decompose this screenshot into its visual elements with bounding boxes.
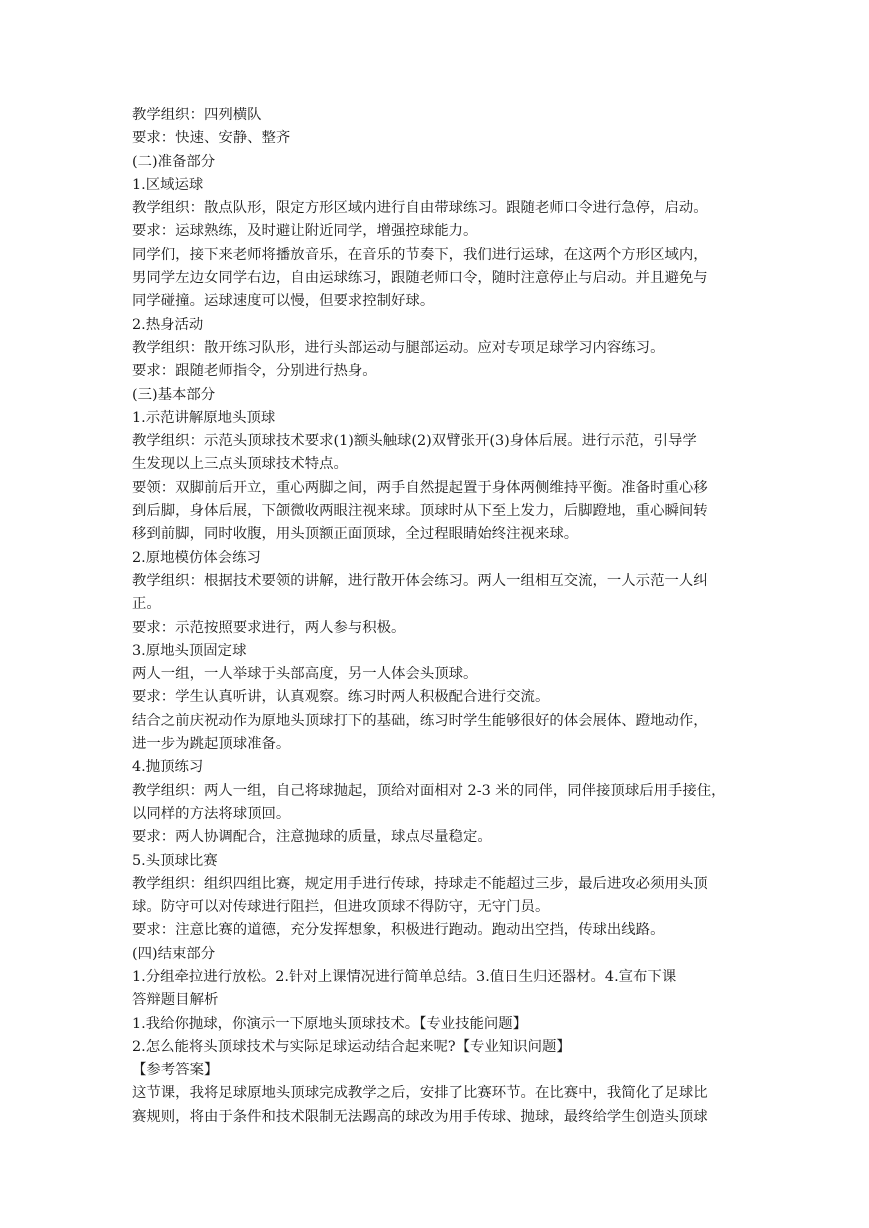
text-line: 两人一组，一人举球于头部高度，另一人体会头顶球。 xyxy=(132,666,478,683)
text-line: 要求：运球熟练，及时避让附近同学，增强控球能力。 xyxy=(132,223,478,240)
text-line: 同学们，接下来老师将播放音乐，在音乐的节奏下，我们进行运球，在这两个方形区域内， xyxy=(132,246,708,263)
subsection-heading: 4.抛顶练习 xyxy=(132,759,204,776)
section-heading: 答辩题目解析 xyxy=(132,992,219,1009)
text-line: 要求：学生认真听讲，认真观察。练习时两人积极配合进行交流。 xyxy=(132,689,550,706)
subsection-heading: 2.原地模仿体会练习 xyxy=(132,549,261,566)
text-line: 教学组织：组织四组比赛，规定用手进行传球，持球走不能超过三步，最后进攻必须用头顶 xyxy=(132,875,708,892)
text-line: 要求：快速、安静、整齐 xyxy=(132,130,291,147)
text-line: 1.分组牵拉进行放松。2.针对上课情况进行简单总结。3.值日生归还器材。4.宣布下课 xyxy=(132,968,677,985)
text-line: 同学碰撞。运球速度可以慢，但要求控制好球。 xyxy=(132,293,435,310)
subsection-heading: 3.原地头顶固定球 xyxy=(132,642,247,659)
text-line: 以同样的方法将球顶回。 xyxy=(132,805,291,822)
section-heading: (二)准备部分 xyxy=(132,153,216,170)
question-line: 1.我给你抛球，你演示一下原地头顶球技术。【专业技能问题】 xyxy=(132,1015,528,1032)
text-line: 赛规则，将由于条件和技术限制无法踢高的球改为用手传球、抛球，最终给学生创造头顶球 xyxy=(132,1108,708,1125)
text-line: 教学组织：散点队形，限定方形区域内进行自由带球练习。跟随老师口令进行急停，启动。 xyxy=(132,200,708,217)
text-line: 教学组织：根据技术要领的讲解，进行散开体会练习。两人一组相互交流，一人示范一人纠 xyxy=(132,572,708,589)
text-line: 要求：注意比赛的道德，充分发挥想象，积极进行跑动。跑动出空挡，传球出线路。 xyxy=(132,922,665,939)
section-heading: (三)基本部分 xyxy=(132,386,216,403)
text-line: 要求：跟随老师指令，分别进行热身。 xyxy=(132,363,377,380)
text-line: 教学组织：散开练习队形，进行头部运动与腿部运动。应对专项足球学习内容练习。 xyxy=(132,339,665,356)
text-line: 到后脚，身体后展，下颌微收两眼注视来球。顶球时从下至上发力，后脚蹬地，重心瞬间转 xyxy=(132,503,708,520)
subsection-heading: 1.示范讲解原地头顶球 xyxy=(132,409,276,426)
subsection-heading: 2.热身活动 xyxy=(132,316,204,333)
text-line: 这节课，我将足球原地头顶球完成教学之后，安排了比赛环节。在比赛中，我简化了足球比 xyxy=(132,1085,708,1102)
answer-heading: 【参考答案】 xyxy=(132,1062,219,1079)
text-line: 要求：两人协调配合，注意抛球的质量，球点尽量稳定。 xyxy=(132,829,492,846)
subsection-heading: 1.区域运球 xyxy=(132,176,204,193)
text-line: 男同学左边女同学右边，自由运球练习，跟随老师口令，随时注意停止与启动。并且避免与 xyxy=(132,270,708,287)
section-heading: (四)结束部分 xyxy=(132,945,216,962)
text-line: 进一步为跳起顶球准备。 xyxy=(132,736,291,753)
text-line: 生发现以上三点头顶球技术特点。 xyxy=(132,456,348,473)
text-line: 正。 xyxy=(132,596,161,613)
question-line: 2.怎么能将头顶球技术与实际足球运动结合起来呢?【专业知识问题】 xyxy=(132,1038,571,1055)
subsection-heading: 5.头顶球比赛 xyxy=(132,852,218,869)
text-line: 要求：示范按照要求进行，两人参与积极。 xyxy=(132,619,406,636)
text-line: 要领：双脚前后开立，重心两脚之间，两手自然提起置于身体两侧维持平衡。准备时重心移 xyxy=(132,479,708,496)
text-line: 结合之前庆祝动作为原地头顶球打下的基础，练习时学生能够很好的体会展体、蹬地动作， xyxy=(132,712,708,729)
text-line: 教学组织：四列横队 xyxy=(132,107,262,123)
document-body xyxy=(132,104,738,1129)
text-line: 教学组织：示范头顶球技术要求(1)额头触球(2)双臂张开(3)身体后展。进行示范，引导学 xyxy=(132,433,697,450)
text-line: 教学组织：两人一组，自己将球抛起，顶给对面相对 2-3 米的同伴，同伴接顶球后用手接住， xyxy=(132,782,726,799)
text-line: 球。防守可以对传球进行阻拦，但进攻顶球不得防守，无守门员。 xyxy=(132,899,550,916)
text-line: 移到前脚，同时收腹，用头顶额正面顶球，全过程眼睛始终注视来球。 xyxy=(132,526,579,543)
